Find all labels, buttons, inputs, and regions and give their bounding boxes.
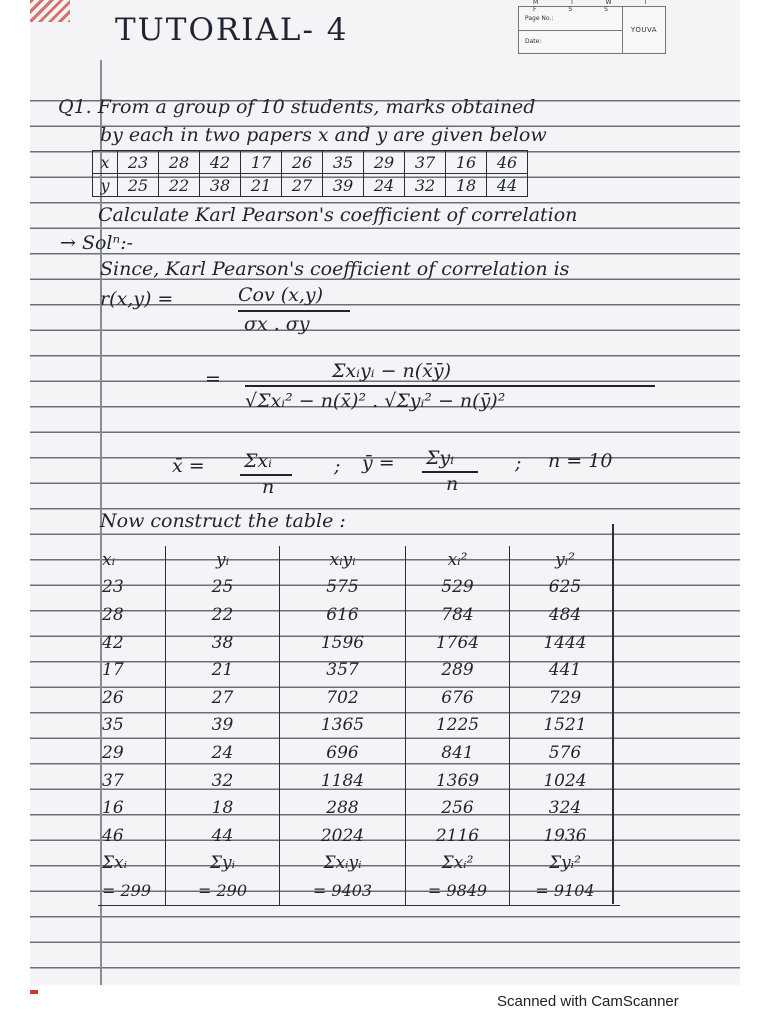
cell-yi2: 324 [548, 798, 582, 819]
data-label-x: x [93, 151, 118, 174]
cell-xiyi: 288 [280, 794, 406, 822]
sum-label-row [98, 850, 620, 878]
data-row-x [93, 151, 528, 174]
header-xi2: xᵢ² [406, 546, 510, 574]
cell-xi2: 1225 [406, 712, 510, 740]
y-value: 18 [446, 174, 487, 197]
cell-yi2: 441 [548, 660, 582, 681]
separator: ; [515, 452, 522, 474]
cell-yi2: 1521 [543, 715, 587, 736]
calc-table [98, 546, 620, 906]
sum-label-yi2: Σyᵢ² [549, 853, 581, 874]
cell-xiyi: 696 [280, 739, 406, 767]
cell-xiyi: 702 [280, 684, 406, 712]
camscanner-watermark: Scanned with CamScanner [497, 993, 679, 1010]
header-yi2: yᵢ² [555, 549, 575, 570]
page-info-box [518, 0, 666, 54]
x-value: 37 [405, 151, 446, 174]
sum-value-xiyi: = 9403 [280, 877, 406, 905]
cell-yi: 44 [166, 822, 280, 850]
header-xiyi: xᵢyᵢ [280, 546, 406, 574]
date-label: Date: [525, 38, 542, 45]
cell-xiyi: 357 [280, 656, 406, 684]
question-line-3: Calculate Karl Pearson's coefficient of correlation [98, 204, 578, 226]
xbar-lhs: x̄ = [172, 455, 205, 477]
cell-xi2: 1369 [406, 767, 510, 795]
formula-numerator: Σxᵢyᵢ − n(x̄ȳ) [332, 360, 452, 382]
x-value: 29 [364, 151, 405, 174]
r-denominator: σx . σy [244, 313, 310, 335]
y-value: 21 [241, 174, 282, 197]
cell-yi2: 625 [548, 577, 582, 598]
cell-xi2: 784 [406, 601, 510, 629]
formula-equals: = [205, 368, 221, 390]
cell-yi2: 1024 [543, 770, 587, 791]
sum-value-row [98, 877, 620, 905]
cell-xiyi: 616 [280, 601, 406, 629]
cell-yi: 25 [166, 574, 280, 602]
y-value: 44 [487, 174, 528, 197]
cell-yi2: 484 [548, 604, 582, 625]
data-row-y [93, 174, 528, 197]
calc-row [98, 656, 620, 684]
sum-value-xi2: = 9849 [406, 877, 510, 905]
cell-xi: 28 [98, 601, 166, 629]
cell-yi: 27 [166, 684, 280, 712]
page-title: TUTORIAL- 4 [115, 12, 349, 48]
calc-row [98, 767, 620, 795]
calc-row [98, 684, 620, 712]
cell-xi: 46 [98, 822, 166, 850]
question-line-2: by each in two papers x and y are given below [100, 124, 547, 146]
brand-label: YOUVA [622, 7, 665, 53]
cell-xi: 26 [98, 684, 166, 712]
sum-label-xi2: Σxᵢ² [406, 850, 510, 878]
r-lhs: r(x,y) = [100, 288, 174, 310]
cell-xiyi: 1365 [280, 712, 406, 740]
cell-xi: 23 [98, 574, 166, 602]
cell-xi: 16 [98, 794, 166, 822]
sum-label-xi: Σxᵢ [98, 850, 166, 878]
x-value: 23 [118, 151, 159, 174]
y-value: 24 [364, 174, 405, 197]
calc-row [98, 574, 620, 602]
x-value: 42 [200, 151, 241, 174]
cell-xiyi: 2024 [280, 822, 406, 850]
separator: ; [334, 455, 341, 477]
cell-yi2: 729 [548, 687, 582, 708]
ybar-lhs: ȳ = [362, 452, 395, 474]
calc-row [98, 712, 620, 740]
cell-xi2: 676 [406, 684, 510, 712]
page-no-label: Page No.: [525, 15, 554, 22]
cell-yi: 39 [166, 712, 280, 740]
cell-xi: 17 [98, 656, 166, 684]
cell-xiyi: 1596 [280, 629, 406, 657]
sum-label-yi: Σyᵢ [166, 850, 280, 878]
corner-mark [30, 0, 70, 22]
cell-xi: 29 [98, 739, 166, 767]
cell-xi2: 289 [406, 656, 510, 684]
cell-xiyi: 575 [280, 574, 406, 602]
header-yi: yᵢ [166, 546, 280, 574]
calc-row [98, 794, 620, 822]
cell-yi: 21 [166, 656, 280, 684]
x-value: 28 [159, 151, 200, 174]
sum-value-yi: = 290 [166, 877, 280, 905]
cell-xiyi: 1184 [280, 767, 406, 795]
calc-row [98, 822, 620, 850]
cell-yi: 38 [166, 629, 280, 657]
y-value: 32 [405, 174, 446, 197]
cell-xi2: 841 [406, 739, 510, 767]
x-value: 16 [446, 151, 487, 174]
r-numerator: Cov (x,y) [238, 284, 324, 306]
calc-row [98, 629, 620, 657]
solution-label: → Solⁿ:- [60, 232, 134, 254]
ybar-denominator: n [446, 473, 459, 495]
formula-denominator: √Σxᵢ² − n(x̄)² . √Σyᵢ² − n(ȳ)² [245, 390, 506, 412]
cell-yi: 24 [166, 739, 280, 767]
calc-header-row [98, 546, 620, 574]
cell-yi: 32 [166, 767, 280, 795]
cell-xi2: 256 [406, 794, 510, 822]
calc-row [98, 739, 620, 767]
y-value: 27 [282, 174, 323, 197]
xbar-numerator: Σxᵢ [244, 450, 272, 472]
n-value: n = 10 [548, 450, 613, 472]
cell-xi: 35 [98, 712, 166, 740]
weekday-labels: M T W T F S S [533, 0, 663, 13]
x-value: 17 [241, 151, 282, 174]
r-fraction-bar [238, 310, 350, 312]
xbar-denominator: n [262, 476, 275, 498]
y-value: 25 [118, 174, 159, 197]
data-table [92, 150, 528, 197]
solution-intro: Since, Karl Pearson's coefficient of correlation is [100, 258, 570, 280]
x-value: 26 [282, 151, 323, 174]
calc-row [98, 601, 620, 629]
cell-xi: 37 [98, 767, 166, 795]
sum-value-xi: = 299 [98, 877, 166, 905]
cell-xi2: 1764 [406, 629, 510, 657]
data-label-y: y [93, 174, 118, 197]
header-xi: xᵢ [98, 546, 166, 574]
cell-xi2: 529 [406, 574, 510, 602]
ybar-numerator: Σyᵢ [426, 447, 454, 469]
page-info-divider [519, 30, 623, 31]
y-value: 22 [159, 174, 200, 197]
cell-yi: 22 [166, 601, 280, 629]
table-intro: Now construct the table : [100, 510, 346, 532]
cell-xi2: 2116 [406, 822, 510, 850]
cell-xi: 42 [98, 629, 166, 657]
x-value: 46 [487, 151, 528, 174]
cell-yi2: 576 [548, 742, 582, 763]
cell-yi2: 1936 [543, 825, 587, 846]
sum-value-yi2: = 9104 [510, 877, 621, 905]
question-line-1: Q1. From a group of 10 students, marks obtained [58, 96, 536, 118]
sum-label-xiyi: Σxᵢyᵢ [280, 850, 406, 878]
red-mark [30, 990, 38, 994]
y-value: 38 [200, 174, 241, 197]
x-value: 35 [323, 151, 364, 174]
y-value: 39 [323, 174, 364, 197]
cell-yi2: 1444 [543, 632, 587, 653]
formula-fraction-bar [245, 385, 655, 387]
cell-yi: 18 [166, 794, 280, 822]
